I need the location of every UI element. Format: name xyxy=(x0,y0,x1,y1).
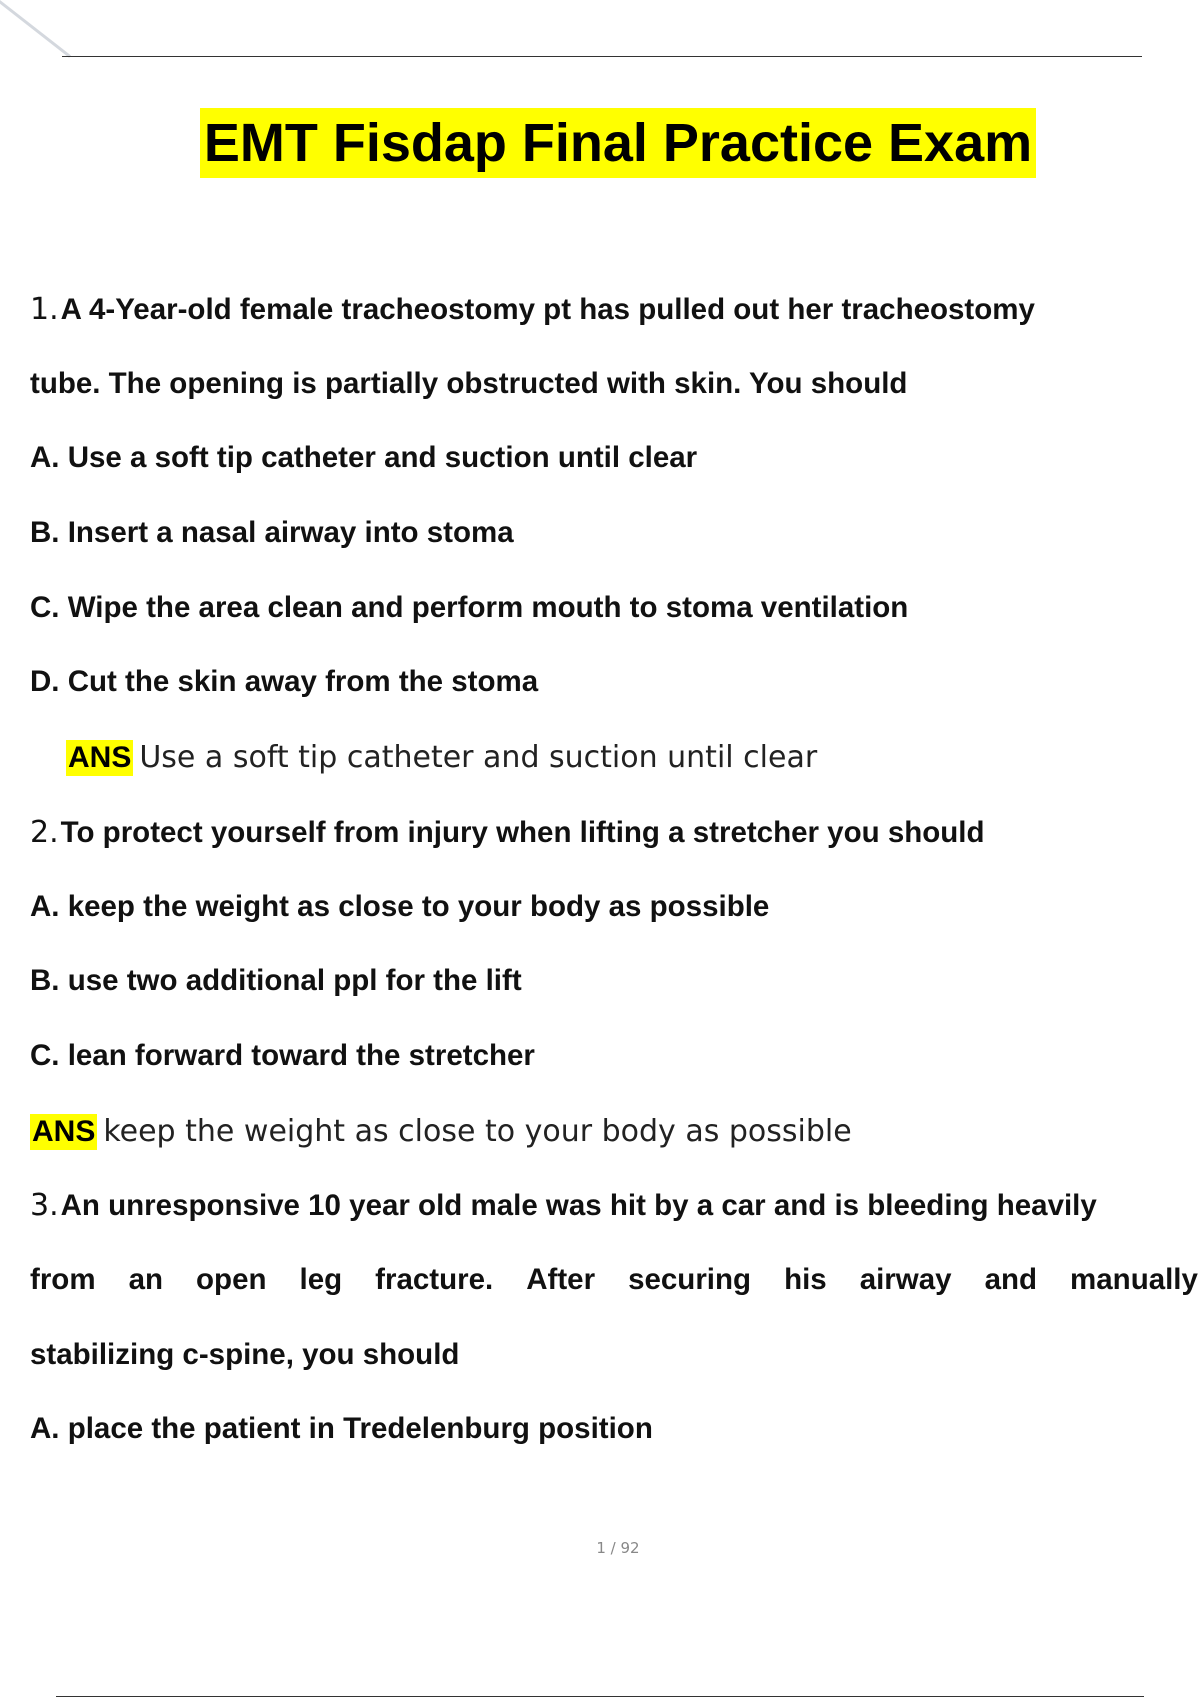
word: airway xyxy=(859,1262,952,1296)
question-2-option-b: B. use two additional ppl for the lift xyxy=(30,964,522,998)
question-2-stem-line-1 xyxy=(30,815,1200,890)
corner-decoration xyxy=(0,0,71,58)
title-container xyxy=(0,108,1200,178)
answer-text: keep the weight as close to your body as possible xyxy=(103,1113,852,1149)
bottom-rule xyxy=(56,1696,1144,1697)
answer-label: ANS xyxy=(32,1114,96,1148)
answer-label: ANS xyxy=(68,741,132,775)
question-3-number: 3. xyxy=(30,1188,59,1224)
question-2-option-a: A. keep the weight as close to your body as possible xyxy=(30,889,770,923)
question-1-stem-text-1: A 4-Year-old female tracheostomy pt has pulled out her tracheostomy xyxy=(60,293,1035,326)
word: his xyxy=(784,1262,827,1296)
question-2-option-c: C. lean forward toward the stretcher xyxy=(30,1038,535,1072)
word: leg xyxy=(299,1262,343,1296)
answer-text: Use a soft tip catheter and suction until clear xyxy=(139,740,818,776)
question-1-answer xyxy=(30,740,1200,815)
word: from xyxy=(30,1262,96,1296)
question-1-stem-line-1 xyxy=(30,292,1200,367)
exam-content xyxy=(30,292,1200,1487)
question-2-stem-text-1: To protect yourself from injury when lifting a stretcher you should xyxy=(60,815,985,849)
word: an xyxy=(128,1262,164,1296)
question-1-option-c: C. Wipe the area clean and perform mouth to stoma ventilation xyxy=(30,590,909,624)
word: securing xyxy=(628,1262,752,1296)
question-1-option-a: A. Use a soft tip catheter and suction until clear xyxy=(30,441,698,475)
word: open xyxy=(196,1262,267,1296)
word: and xyxy=(984,1262,1038,1296)
question-1-number: 1. xyxy=(30,292,59,327)
word: fracture. xyxy=(375,1262,494,1296)
page-title: EMT Fisdap Final Practice Exam xyxy=(200,108,1036,178)
question-1-option-b: B. Insert a nasal airway into stoma xyxy=(30,516,514,550)
question-2-number: 2. xyxy=(30,814,59,850)
question-2-answer xyxy=(30,1114,1200,1189)
word: After xyxy=(526,1262,596,1296)
question-3-stem-line-3: stabilizing c-spine, you should xyxy=(30,1337,460,1371)
question-1-option-d: D. Cut the skin away from the stoma xyxy=(30,665,539,699)
question-3-option-a: A. place the patient in Tredelenburg position xyxy=(30,1412,653,1446)
page-indicator: 1 / 92 xyxy=(596,1539,640,1557)
question-3-stem-line-2 xyxy=(30,1263,1200,1338)
word: manually xyxy=(1070,1262,1198,1296)
question-3-stem-text-2 xyxy=(30,1263,1198,1297)
question-3-stem-line-1 xyxy=(30,1188,1200,1263)
question-1-stem-line-2: tube. The opening is partially obstructed with skin. You should xyxy=(30,366,908,400)
question-3-stem-text-1: An unresponsive 10 year old male was hit by a car and is bleeding heavily xyxy=(60,1189,1097,1223)
top-rule xyxy=(62,56,1142,57)
